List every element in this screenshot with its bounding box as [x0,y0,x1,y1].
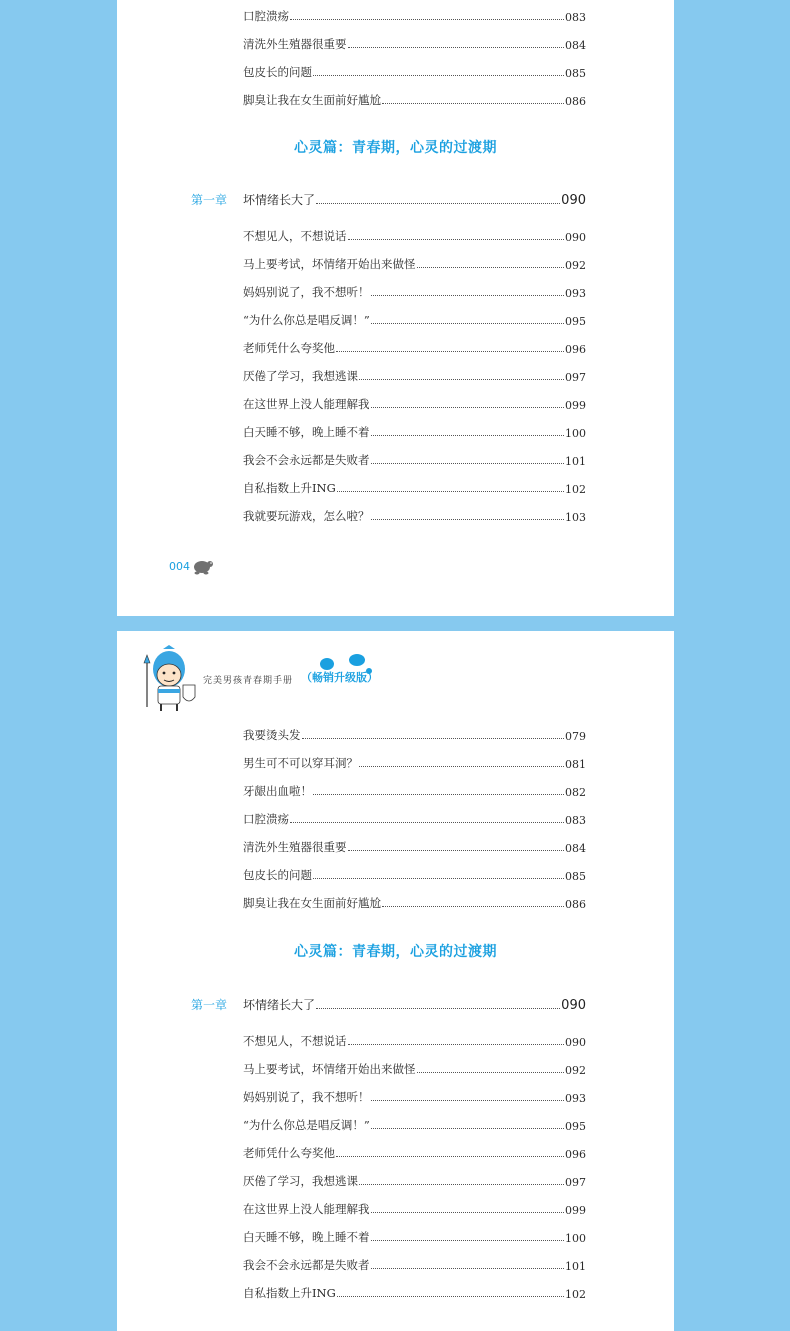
leader-dots [371,435,565,436]
leader-dots [348,47,565,48]
leader-dots [371,519,565,520]
toc-entry-page: 097 [565,1176,586,1189]
leader-dots [359,766,564,767]
toc-entry-page: 099 [565,399,586,412]
leader-dots [348,1044,565,1045]
toc-entry [243,1253,586,1273]
toc-entry-title: 清洗外生殖器很重要 [243,37,347,51]
toc-entry-title: 我要烫头发 [243,728,301,742]
toc-entry [243,32,586,52]
toc-entry-title: 自私指数上升ING [243,481,336,495]
edition-badge: （畅销升级版） [301,671,378,684]
leader-dots [313,794,564,795]
toc-entry [243,88,586,108]
leader-dots [359,379,564,380]
leader-dots [313,878,564,879]
toc-entry [243,308,586,328]
toc-entry [243,779,586,799]
toc-entry [243,891,586,911]
toc-entry-title: 不想见人，不想说话 [243,1034,347,1048]
toc-entry-page: 086 [565,898,586,911]
leader-dots [371,295,565,296]
section-title: 心灵篇：青春期，心灵的过渡期 [294,944,497,960]
toc-page-1 [117,0,674,616]
toc-entry-page: 095 [565,315,586,328]
toc-entry-title: 在这世界上没人能理解我 [243,397,370,411]
chapter-title: 坏情绪长大了 [243,998,316,1012]
leader-dots [336,1156,564,1157]
toc-entry-title: 男生可不可以穿耳洞？ [243,756,358,770]
toc-entry [243,392,586,412]
toc-entry-page: 084 [565,39,586,52]
chapter-page: 090 [561,998,586,1013]
leader-dots [313,75,564,76]
leader-dots [337,1296,564,1297]
leader-dots [316,1008,560,1009]
toc-entry [243,1225,586,1245]
toc-entry [243,4,586,24]
leader-dots [316,203,560,204]
leader-dots [348,850,565,851]
toc-entry [243,280,586,300]
toc-entry [243,252,586,272]
leader-dots [371,407,565,408]
chapter-heading [191,993,586,1013]
leader-dots [290,19,564,20]
toc-entry-page: 086 [565,95,586,108]
toc-entry [243,807,586,827]
toc-entry [243,1029,586,1049]
toc-entry-title: 包皮长的问题 [243,868,312,882]
toc-entry-page: 102 [565,483,586,496]
toc-entry-title: 包皮长的问题 [243,65,312,79]
toc-entry-title: 妈妈别说了，我不想听！ [243,285,370,299]
toc-entry [243,1085,586,1105]
toc-entry [243,1141,586,1161]
toc-entry-title: “为什么你总是唱反调！” [243,313,370,327]
toc-entry [243,1057,586,1077]
toc-entry-title: 在这世界上没人能理解我 [243,1202,370,1216]
chapter-heading [191,188,586,208]
leader-dots [417,1072,565,1073]
toc-entry [243,364,586,384]
toc-entry-title: “为什么你总是唱反调！” [243,1118,370,1132]
leader-dots [371,1212,565,1213]
toc-entry [243,1197,586,1217]
toc-entry-page: 101 [565,1260,586,1273]
toc-entry [243,60,586,80]
toc-entry [243,751,586,771]
chapter-page: 090 [561,193,586,208]
toc-entry-page: 100 [565,427,586,440]
toc-entry-title: 我就要玩游戏，怎么啦？ [243,509,370,523]
toc-entry-title: 老师凭什么夸奖他 [243,1146,335,1160]
leader-dots [371,463,565,464]
toc-entry-page: 100 [565,1232,586,1245]
leader-dots [290,822,564,823]
toc-entry [243,336,586,356]
book-title: 完美男孩青春期手册 [203,676,294,686]
toc-entry-title: 口腔溃疡 [243,9,289,23]
toc-entry-page: 081 [565,758,586,771]
toc-entry-title: 白天睡不够，晚上睡不着 [243,425,370,439]
leader-dots [371,1240,565,1241]
toc-entry-title: 白天睡不够，晚上睡不着 [243,1230,370,1244]
leader-dots [382,103,564,104]
leader-dots [371,1128,564,1129]
toc-entry-page: 102 [565,1288,586,1301]
toc-entry-page: 092 [565,259,586,272]
toc-entry-title: 自私指数上升ING [243,1286,336,1300]
toc-entry-page: 090 [565,231,586,244]
boy-knight-mascot-icon [139,645,201,713]
toc-entry [243,224,586,244]
leader-dots [348,239,565,240]
toc-entry-page: 083 [565,814,586,827]
toc-entry [243,420,586,440]
toc-entry-page: 101 [565,455,586,468]
leader-dots [359,1184,564,1185]
toc-entry-page: 093 [565,1092,586,1105]
toc-entry-title: 脚臭让我在女生面前好尴尬 [243,93,381,107]
toc-entry-title: 老师凭什么夸奖他 [243,341,335,355]
leader-dots [336,351,564,352]
toc-entry [243,1281,586,1301]
toc-entry-title: 妈妈别说了，我不想听！ [243,1090,370,1104]
toc-entry-title: 我会不会永远都是失败者 [243,1258,370,1272]
leader-dots [302,738,565,739]
toc-entry [243,504,586,524]
toc-entry-title: 脚臭让我在女生面前好尴尬 [243,896,381,910]
toc-entry-page: 084 [565,842,586,855]
chapter-title: 坏情绪长大了 [243,193,316,207]
toc-entry-title: 口腔溃疡 [243,812,289,826]
toc-page-2 [117,631,674,1331]
leader-dots [337,491,564,492]
toc-entry-page: 103 [565,511,586,524]
toc-entry-page: 083 [565,11,586,24]
toc-entry-page: 095 [565,1120,586,1133]
toc-entry-title: 厌倦了学习，我想逃课 [243,1174,358,1188]
toc-entry-page: 093 [565,287,586,300]
toc-entry-title: 牙龈出血啦！ [243,784,312,798]
toc-entry-page: 085 [565,870,586,883]
leader-dots [371,1268,565,1269]
leader-dots [371,323,564,324]
section-title: 心灵篇：青春期，心灵的过渡期 [294,140,497,156]
toc-entry [243,863,586,883]
chapter-number: 第一章 [191,193,228,207]
toc-entry [243,835,586,855]
toc-entry [243,723,586,743]
turtle-icon [192,557,214,575]
toc-entry-page: 082 [565,786,586,799]
toc-entry-page: 096 [565,1148,586,1161]
toc-entry-page: 079 [565,730,586,743]
chapter-number: 第一章 [191,998,228,1012]
toc-entry-title: 我会不会永远都是失败者 [243,453,370,467]
toc-entry [243,1169,586,1189]
toc-entry-page: 097 [565,371,586,384]
toc-entry-title: 不想见人，不想说话 [243,229,347,243]
leader-dots [371,1100,565,1101]
leader-dots [417,267,565,268]
toc-entry-title: 马上要考试，坏情绪开始出来做怪 [243,1062,416,1076]
toc-entry-title: 厌倦了学习，我想逃课 [243,369,358,383]
toc-entry-page: 099 [565,1204,586,1217]
toc-entry-page: 090 [565,1036,586,1049]
toc-entry-title: 马上要考试，坏情绪开始出来做怪 [243,257,416,271]
page-number: 004 [169,560,190,573]
toc-entry [243,476,586,496]
toc-entry-title: 清洗外生殖器很重要 [243,840,347,854]
toc-entry-page: 096 [565,343,586,356]
toc-entry-page: 092 [565,1064,586,1077]
toc-entry [243,1113,586,1133]
toc-entry-page: 085 [565,67,586,80]
leader-dots [382,906,564,907]
toc-entry [243,448,586,468]
